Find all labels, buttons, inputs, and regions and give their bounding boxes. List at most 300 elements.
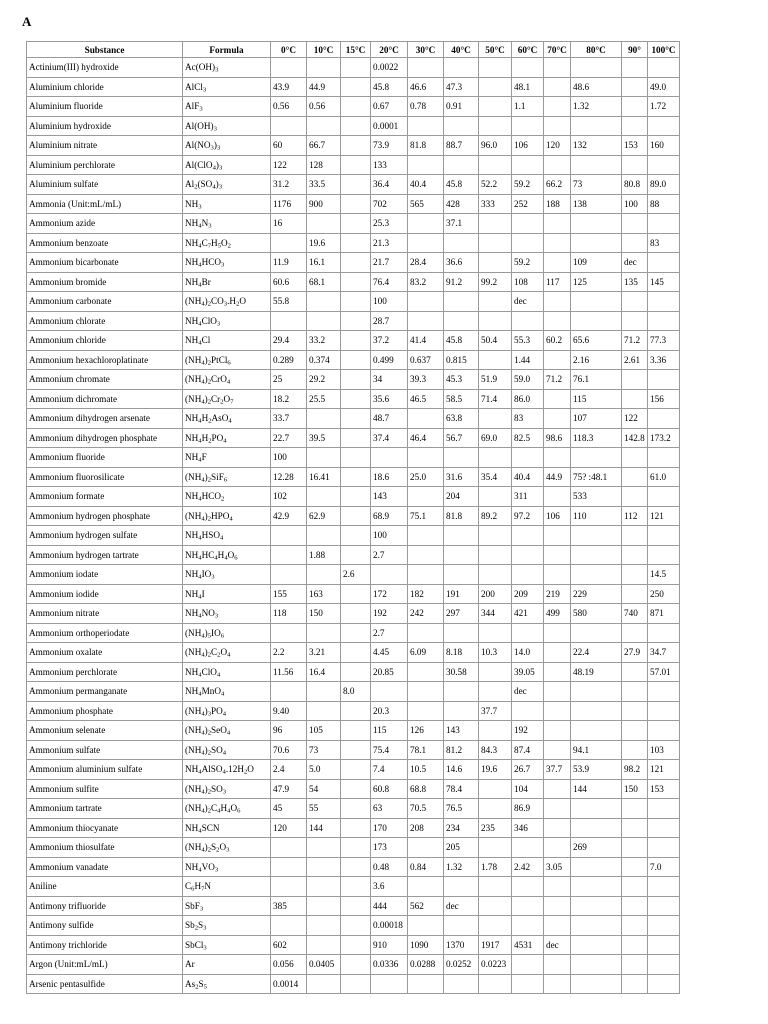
solubility-cell: 25 xyxy=(271,370,307,390)
solubility-cell: 33.7 xyxy=(271,409,307,429)
solubility-cell xyxy=(571,233,622,253)
solubility-cell: 81.2 xyxy=(444,740,479,760)
solubility-cell xyxy=(571,116,622,136)
solubility-cell: 1.32 xyxy=(571,97,622,117)
solubility-cell xyxy=(444,974,479,994)
solubility-cell xyxy=(622,740,648,760)
solubility-cell: 144 xyxy=(307,818,341,838)
solubility-cell xyxy=(479,253,512,273)
solubility-cell: 75? :48.1 xyxy=(571,467,622,487)
solubility-cell xyxy=(544,526,571,546)
solubility-cell xyxy=(479,448,512,468)
solubility-cell: 428 xyxy=(444,194,479,214)
solubility-cell xyxy=(648,214,680,234)
formula-cell: $C_6H_7N$ xyxy=(183,877,271,897)
solubility-cell: 82.5 xyxy=(512,428,544,448)
solubility-cell xyxy=(622,467,648,487)
substance-cell: Ammonia (Unit:mL/mL) xyxy=(27,194,183,214)
table-row xyxy=(27,701,680,721)
table-row xyxy=(27,740,680,760)
solubility-cell xyxy=(544,623,571,643)
header-temperature: 15°C xyxy=(341,42,371,58)
solubility-cell: 62.9 xyxy=(307,506,341,526)
solubility-cell xyxy=(571,955,622,975)
substance-cell: Ammonium formate xyxy=(27,487,183,507)
solubility-cell xyxy=(544,779,571,799)
solubility-cell xyxy=(341,194,371,214)
table-row xyxy=(27,935,680,955)
solubility-cell: 120 xyxy=(544,136,571,156)
solubility-cell xyxy=(479,877,512,897)
solubility-cell: 172 xyxy=(371,584,408,604)
solubility-cell xyxy=(544,740,571,760)
solubility-cell xyxy=(307,448,341,468)
formula-cell: $NH_4H_2AsO_4$ xyxy=(183,409,271,429)
solubility-cell: 16.4 xyxy=(307,662,341,682)
solubility-cell xyxy=(371,682,408,702)
solubility-cell: 150 xyxy=(307,604,341,624)
solubility-cell: 0.67 xyxy=(371,97,408,117)
solubility-cell xyxy=(622,448,648,468)
solubility-cell xyxy=(544,818,571,838)
solubility-cell: 565 xyxy=(408,194,444,214)
solubility-cell xyxy=(444,116,479,136)
solubility-cell xyxy=(544,643,571,663)
solubility-cell: 188 xyxy=(544,194,571,214)
solubility-cell: 106 xyxy=(544,506,571,526)
solubility-cell: 48.1 xyxy=(512,77,544,97)
solubility-cell: 11.9 xyxy=(271,253,307,273)
table-row xyxy=(27,896,680,916)
table-row xyxy=(27,623,680,643)
formula-cell: $NH_4I$ xyxy=(183,584,271,604)
formula-cell: SbCl$_3$ xyxy=(183,935,271,955)
solubility-cell: 5.0 xyxy=(307,760,341,780)
formula-cell: SbF$_3$ xyxy=(183,896,271,916)
solubility-cell: 103 xyxy=(648,740,680,760)
table-row xyxy=(27,58,680,78)
solubility-cell: 0.637 xyxy=(408,350,444,370)
solubility-cell: 346 xyxy=(512,818,544,838)
solubility-cell: 14.0 xyxy=(512,643,544,663)
solubility-cell: 20.85 xyxy=(371,662,408,682)
solubility-cell: 0.0022 xyxy=(371,58,408,78)
formula-cell: $NH_4ClO_4$ xyxy=(183,662,271,682)
solubility-cell: 115 xyxy=(571,389,622,409)
solubility-cell: 55.3 xyxy=(512,331,544,351)
table-row xyxy=(27,545,680,565)
table-row xyxy=(27,584,680,604)
solubility-cell xyxy=(479,311,512,331)
solubility-cell xyxy=(544,682,571,702)
solubility-cell: 54 xyxy=(307,779,341,799)
solubility-cell: 602 xyxy=(271,935,307,955)
solubility-cell: 31.2 xyxy=(271,175,307,195)
substance-cell: Aluminium fluoride xyxy=(27,97,183,117)
solubility-cell xyxy=(307,935,341,955)
substance-cell: Ammonium oxalate xyxy=(27,643,183,663)
solubility-cell: 29.2 xyxy=(307,370,341,390)
solubility-cell: 58.5 xyxy=(444,389,479,409)
solubility-cell xyxy=(341,350,371,370)
solubility-cell xyxy=(307,857,341,877)
solubility-cell xyxy=(307,409,341,429)
solubility-cell: 97.2 xyxy=(512,506,544,526)
solubility-cell: 78.4 xyxy=(444,779,479,799)
solubility-cell: 89.0 xyxy=(648,175,680,195)
solubility-cell xyxy=(479,526,512,546)
header-formula: Formula xyxy=(183,42,271,58)
substance-cell: Ammonium aluminium sulfate xyxy=(27,760,183,780)
solubility-cell: 104 xyxy=(512,779,544,799)
solubility-cell: 89.2 xyxy=(479,506,512,526)
table-row xyxy=(27,350,680,370)
solubility-cell: 208 xyxy=(408,818,444,838)
formula-cell: $NH_4Cl$ xyxy=(183,331,271,351)
solubility-cell: 100 xyxy=(622,194,648,214)
table-row xyxy=(27,194,680,214)
solubility-cell: 14.5 xyxy=(648,565,680,585)
solubility-cell: 122 xyxy=(622,409,648,429)
solubility-cell xyxy=(622,682,648,702)
solubility-cell: 98.6 xyxy=(544,428,571,448)
solubility-cell: 83 xyxy=(512,409,544,429)
solubility-cell xyxy=(479,58,512,78)
table-row xyxy=(27,253,680,273)
solubility-cell xyxy=(622,116,648,136)
solubility-cell xyxy=(544,58,571,78)
solubility-cell: 106 xyxy=(512,136,544,156)
solubility-cell: 219 xyxy=(544,584,571,604)
solubility-cell: 60.6 xyxy=(271,272,307,292)
solubility-cell: 22.7 xyxy=(271,428,307,448)
solubility-cell xyxy=(408,116,444,136)
solubility-cell: 61.0 xyxy=(648,467,680,487)
formula-cell: $Sb_2S_3$ xyxy=(183,916,271,936)
solubility-cell xyxy=(341,818,371,838)
solubility-cell xyxy=(648,721,680,741)
solubility-cell: 229 xyxy=(571,584,622,604)
solubility-cell: 45.8 xyxy=(444,175,479,195)
solubility-cell xyxy=(512,916,544,936)
substance-cell: Aluminium chloride xyxy=(27,77,183,97)
solubility-cell: 71.2 xyxy=(544,370,571,390)
solubility-cell xyxy=(544,233,571,253)
solubility-cell: 48.19 xyxy=(571,662,622,682)
header-temperature: 10°C xyxy=(307,42,341,58)
solubility-cell: 100 xyxy=(371,526,408,546)
solubility-cell xyxy=(307,974,341,994)
solubility-cell xyxy=(512,526,544,546)
solubility-cell: 0.0252 xyxy=(444,955,479,975)
solubility-cell xyxy=(622,857,648,877)
solubility-cell: 118 xyxy=(271,604,307,624)
solubility-cell xyxy=(512,838,544,858)
solubility-cell: 35.6 xyxy=(371,389,408,409)
solubility-cell xyxy=(341,935,371,955)
solubility-cell xyxy=(341,331,371,351)
solubility-cell: 77.3 xyxy=(648,331,680,351)
solubility-cell xyxy=(479,487,512,507)
formula-cell: $(NH_4)_2SO_3$ xyxy=(183,779,271,799)
substance-cell: Ammonium hydrogen phosphate xyxy=(27,506,183,526)
table-row xyxy=(27,77,680,97)
formula-cell: $NH_3$ xyxy=(183,194,271,214)
solubility-cell xyxy=(512,233,544,253)
solubility-cell xyxy=(648,935,680,955)
solubility-cell xyxy=(479,77,512,97)
solubility-cell xyxy=(571,155,622,175)
solubility-cell xyxy=(544,877,571,897)
solubility-cell: 125 xyxy=(571,272,622,292)
solubility-cell xyxy=(622,389,648,409)
solubility-cell xyxy=(571,545,622,565)
solubility-cell xyxy=(544,799,571,819)
solubility-cell: 14.6 xyxy=(444,760,479,780)
solubility-cell: 63.8 xyxy=(444,409,479,429)
solubility-cell: 200 xyxy=(479,584,512,604)
solubility-cell xyxy=(622,974,648,994)
solubility-cell: dec xyxy=(444,896,479,916)
formula-cell: $NH_4IO_3$ xyxy=(183,565,271,585)
formula-cell: $(NH_4)_2CrO_4$ xyxy=(183,370,271,390)
solubility-cell xyxy=(571,701,622,721)
solubility-cell xyxy=(307,526,341,546)
solubility-cell xyxy=(444,58,479,78)
substance-cell: Ammonium iodide xyxy=(27,584,183,604)
solubility-cell: 192 xyxy=(371,604,408,624)
table-row xyxy=(27,311,680,331)
solubility-cell xyxy=(444,311,479,331)
solubility-cell xyxy=(479,97,512,117)
solubility-cell xyxy=(648,896,680,916)
solubility-cell: 35.4 xyxy=(479,467,512,487)
substance-cell: Antimony sulfide xyxy=(27,916,183,936)
solubility-cell xyxy=(648,370,680,390)
solubility-cell: 88 xyxy=(648,194,680,214)
header-temperature: 50°C xyxy=(479,42,512,58)
formula-cell: $NH_4HCO_2$ xyxy=(183,487,271,507)
solubility-cell xyxy=(444,877,479,897)
solubility-cell: 30.58 xyxy=(444,662,479,682)
solubility-cell: 48.6 xyxy=(571,77,622,97)
solubility-cell: 37.7 xyxy=(544,760,571,780)
solubility-cell xyxy=(648,311,680,331)
solubility-cell xyxy=(341,58,371,78)
solubility-cell xyxy=(648,155,680,175)
substance-cell: Antimony trifluoride xyxy=(27,896,183,916)
formula-cell: $(NH_4)_2PtCl_6$ xyxy=(183,350,271,370)
solubility-cell xyxy=(622,623,648,643)
solubility-cell: 10.5 xyxy=(408,760,444,780)
solubility-cell xyxy=(622,877,648,897)
solubility-cell xyxy=(341,916,371,936)
solubility-cell: 580 xyxy=(571,604,622,624)
solubility-cell xyxy=(341,77,371,97)
solubility-cell: 70.6 xyxy=(271,740,307,760)
solubility-cell: 73 xyxy=(571,175,622,195)
solubility-cell xyxy=(479,721,512,741)
table-row xyxy=(27,721,680,741)
solubility-cell: 55 xyxy=(307,799,341,819)
solubility-cell xyxy=(307,292,341,312)
solubility-cell xyxy=(544,565,571,585)
solubility-cell: 10.3 xyxy=(479,643,512,663)
formula-cell: $Al_2(SO_4)_3$ xyxy=(183,175,271,195)
solubility-cell: 173.2 xyxy=(648,428,680,448)
solubility-cell xyxy=(648,682,680,702)
solubility-cell: 234 xyxy=(444,818,479,838)
table-row xyxy=(27,155,680,175)
solubility-cell: 25.0 xyxy=(408,467,444,487)
solubility-cell: 52.2 xyxy=(479,175,512,195)
substance-cell: Ammonium bromide xyxy=(27,272,183,292)
solubility-cell: 47.3 xyxy=(444,77,479,97)
solubility-cell: 250 xyxy=(648,584,680,604)
table-row xyxy=(27,428,680,448)
table-row xyxy=(27,487,680,507)
solubility-cell: 19.6 xyxy=(307,233,341,253)
solubility-cell xyxy=(544,662,571,682)
formula-cell: $NH_4HC_4H_4O_6$ xyxy=(183,545,271,565)
solubility-cell: 1090 xyxy=(408,935,444,955)
solubility-cell: 44.9 xyxy=(307,77,341,97)
solubility-cell: 59.2 xyxy=(512,253,544,273)
table-row xyxy=(27,292,680,312)
header-temperature: 100°C xyxy=(648,42,680,58)
solubility-cell: 46.5 xyxy=(408,389,444,409)
solubility-cell xyxy=(571,721,622,741)
solubility-cell: 81.8 xyxy=(408,136,444,156)
solubility-cell: 1.72 xyxy=(648,97,680,117)
solubility-cell xyxy=(408,682,444,702)
substance-cell: Aniline xyxy=(27,877,183,897)
solubility-cell: 2.42 xyxy=(512,857,544,877)
solubility-cell xyxy=(648,623,680,643)
solubility-cell xyxy=(544,389,571,409)
solubility-cell xyxy=(271,545,307,565)
solubility-cell: 26.7 xyxy=(512,760,544,780)
solubility-cell: 126 xyxy=(408,721,444,741)
solubility-cell: 132 xyxy=(571,136,622,156)
solubility-cell xyxy=(341,760,371,780)
table-row xyxy=(27,467,680,487)
solubility-cell: 16.41 xyxy=(307,467,341,487)
solubility-cell: dec xyxy=(622,253,648,273)
solubility-cell xyxy=(444,526,479,546)
solubility-cell xyxy=(307,623,341,643)
solubility-cell: 18.6 xyxy=(371,467,408,487)
solubility-cell: 60.8 xyxy=(371,779,408,799)
substance-cell: Ammonium dichromate xyxy=(27,389,183,409)
solubility-cell xyxy=(648,838,680,858)
solubility-cell: 160 xyxy=(648,136,680,156)
solubility-cell xyxy=(444,565,479,585)
solubility-cell: 0.0001 xyxy=(371,116,408,136)
substance-cell: Aluminium nitrate xyxy=(27,136,183,156)
solubility-cell xyxy=(271,838,307,858)
solubility-cell: 66.7 xyxy=(307,136,341,156)
solubility-cell: 78.1 xyxy=(408,740,444,760)
solubility-cell: 1917 xyxy=(479,935,512,955)
table-row xyxy=(27,370,680,390)
solubility-cell: 138 xyxy=(571,194,622,214)
substance-cell: Ammonium hexachloroplatinate xyxy=(27,350,183,370)
solubility-cell: 40.4 xyxy=(512,467,544,487)
solubility-cell: 83 xyxy=(648,233,680,253)
solubility-cell: 48.7 xyxy=(371,409,408,429)
table-row xyxy=(27,331,680,351)
solubility-cell xyxy=(444,701,479,721)
table-row xyxy=(27,214,680,234)
solubility-cell: 118.3 xyxy=(571,428,622,448)
table-header-row xyxy=(27,42,680,58)
solubility-cell: 16.1 xyxy=(307,253,341,273)
solubility-cell xyxy=(479,565,512,585)
solubility-cell: 170 xyxy=(371,818,408,838)
formula-cell: $(NH_4)_2SO_4$ xyxy=(183,740,271,760)
solubility-cell: 1.1 xyxy=(512,97,544,117)
table-row xyxy=(27,974,680,994)
solubility-cell xyxy=(648,701,680,721)
solubility-cell xyxy=(341,701,371,721)
solubility-cell xyxy=(544,97,571,117)
solubility-cell xyxy=(271,116,307,136)
formula-cell: $Al(OH)_3$ xyxy=(183,116,271,136)
solubility-cell xyxy=(544,838,571,858)
solubility-cell xyxy=(544,350,571,370)
formula-cell: $As_2S_5$ xyxy=(183,974,271,994)
solubility-cell xyxy=(444,916,479,936)
solubility-cell: 60.2 xyxy=(544,331,571,351)
solubility-cell: 142.8 xyxy=(622,428,648,448)
solubility-cell xyxy=(479,155,512,175)
solubility-cell xyxy=(479,545,512,565)
solubility-cell xyxy=(622,58,648,78)
solubility-cell: 36.4 xyxy=(371,175,408,195)
solubility-cell: 45.8 xyxy=(444,331,479,351)
formula-cell: $NH_4VO_3$ xyxy=(183,857,271,877)
solubility-cell xyxy=(271,58,307,78)
solubility-cell: 4531 xyxy=(512,935,544,955)
header-temperature: 70°C xyxy=(544,42,571,58)
solubility-cell: 68.1 xyxy=(307,272,341,292)
solubility-cell: 39.5 xyxy=(307,428,341,448)
solubility-cell: 53.9 xyxy=(571,760,622,780)
solubility-cell: 900 xyxy=(307,194,341,214)
solubility-cell: 69.0 xyxy=(479,428,512,448)
solubility-cell xyxy=(479,896,512,916)
solubility-cell xyxy=(622,370,648,390)
solubility-cell: 96.0 xyxy=(479,136,512,156)
solubility-cell: 86.9 xyxy=(512,799,544,819)
solubility-cell: 37.7 xyxy=(479,701,512,721)
solubility-cell xyxy=(371,565,408,585)
solubility-cell: 143 xyxy=(444,721,479,741)
solubility-cell xyxy=(622,662,648,682)
solubility-cell xyxy=(622,97,648,117)
substance-cell: Aluminium sulfate xyxy=(27,175,183,195)
solubility-cell: 128 xyxy=(307,155,341,175)
solubility-cell xyxy=(622,799,648,819)
solubility-cell xyxy=(271,857,307,877)
solubility-cell: 87.4 xyxy=(512,740,544,760)
substance-cell: Ammonium fluoride xyxy=(27,448,183,468)
solubility-cell xyxy=(341,526,371,546)
formula-cell: $NH_4Br$ xyxy=(183,272,271,292)
solubility-cell: 112 xyxy=(622,506,648,526)
solubility-cell xyxy=(479,682,512,702)
